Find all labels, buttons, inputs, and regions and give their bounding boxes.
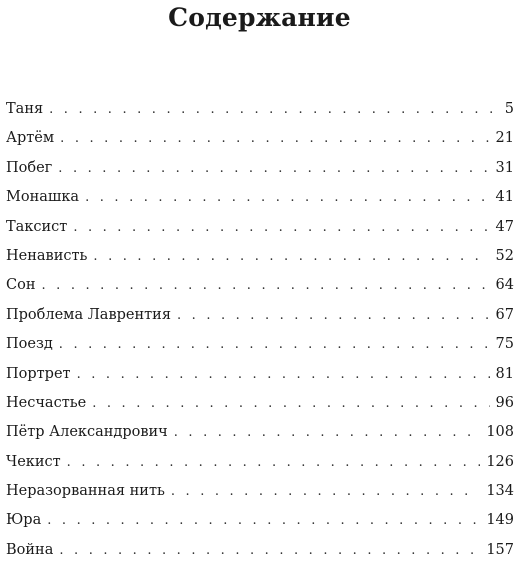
- toc-entry-16[interactable]: [6, 536, 514, 565]
- toc-entry-page: 108: [486, 424, 514, 441]
- toc-entry-4[interactable]: [6, 183, 514, 212]
- toc-entry-13[interactable]: [6, 448, 514, 477]
- toc-entry-10[interactable]: [6, 360, 514, 389]
- dot-leader: [174, 418, 481, 447]
- toc-entry-2[interactable]: [6, 124, 514, 153]
- toc-entry-page: 149: [486, 512, 514, 529]
- toc-entry-title: Таксист: [6, 218, 68, 235]
- toc-entry-1[interactable]: [6, 95, 514, 124]
- toc-entry-page: 31: [495, 159, 514, 176]
- page-title: Содержание: [168, 3, 351, 32]
- dot-leader: [59, 330, 490, 359]
- toc-entry-page: 47: [495, 218, 514, 235]
- toc-entry-page: 96: [495, 394, 514, 411]
- toc-entry-3[interactable]: [6, 154, 514, 183]
- toc-entry-title: Юра: [6, 512, 42, 529]
- dot-leader: [42, 271, 490, 300]
- toc-entry-12[interactable]: [6, 418, 514, 447]
- toc-entry-page: 126: [486, 453, 514, 470]
- toc-entry-8[interactable]: [6, 301, 514, 330]
- toc-entry-title: Поезд: [6, 336, 53, 353]
- dot-leader: [85, 183, 489, 212]
- toc-entry-15[interactable]: [6, 506, 514, 535]
- dot-leader: [67, 448, 481, 477]
- toc-entry-page: 75: [495, 336, 514, 353]
- toc-entry-title: Неразорванная нить: [6, 483, 165, 500]
- dot-leader: [59, 536, 480, 565]
- dot-leader: [93, 242, 489, 271]
- toc-entry-9[interactable]: [6, 330, 514, 359]
- toc-entry-page: 41: [495, 189, 514, 206]
- toc-entry-title: Война: [6, 541, 54, 558]
- toc-entry-title: Таня: [6, 101, 44, 117]
- toc-entry-6[interactable]: [6, 242, 514, 271]
- toc-entry-7[interactable]: [6, 271, 514, 300]
- toc-entry-page: 21: [495, 130, 514, 147]
- toc-entry-5[interactable]: [6, 213, 514, 242]
- dot-leader: [58, 154, 489, 183]
- toc-entry-14[interactable]: [6, 477, 514, 506]
- toc-entry-page: 81: [495, 365, 514, 382]
- toc-entry-title: Побег: [6, 159, 53, 176]
- toc-entry-page: 134: [486, 483, 514, 500]
- dot-leader: [77, 360, 490, 389]
- toc-entry-page: 157: [486, 541, 514, 558]
- toc-entry-title: Портрет: [6, 365, 71, 382]
- toc-entry-11[interactable]: [6, 389, 514, 418]
- toc-entry-title: Монашка: [6, 189, 80, 206]
- dot-leader: [177, 301, 490, 330]
- toc-entry-title: Артём: [6, 130, 55, 147]
- dot-leader: [73, 213, 489, 242]
- toc-entry-title: Проблема Лаврентия: [6, 306, 171, 323]
- table-of-contents: [6, 95, 514, 565]
- dot-leader: [49, 95, 499, 124]
- dot-leader: [92, 389, 489, 418]
- toc-entry-page: 52: [495, 247, 514, 264]
- toc-entry-title: Ненависть: [6, 247, 88, 264]
- toc-entry-page: 64: [495, 277, 514, 294]
- toc-entry-title: Сон: [6, 277, 36, 294]
- toc-entry-page: 67: [495, 306, 514, 323]
- toc-entry-page: 5: [504, 101, 514, 117]
- dot-leader: [47, 506, 480, 535]
- toc-entry-title: Пётр Александрович: [6, 424, 168, 441]
- dot-leader: [171, 477, 480, 506]
- toc-entry-title: Чекист: [6, 453, 61, 470]
- dot-leader: [60, 124, 489, 153]
- toc-entry-title: Несчастье: [6, 394, 87, 411]
